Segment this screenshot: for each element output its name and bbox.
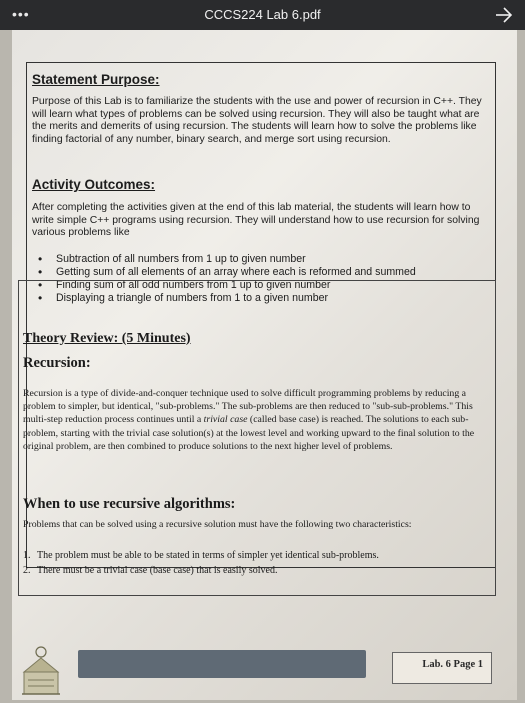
recursion-text-part2: (called base case) is reached. The solutions to each sub-problem, starting with the trivial case solution(s) at the lowest level and working upward to the final solution to the original problem, are then combined to produce solutions to the next higher level of problems. — [23, 414, 475, 452]
list-item: • Finding sum of all odd numbers from 1 up to given number — [34, 279, 490, 292]
list-number: 2. — [23, 565, 31, 576]
list-item: • Getting sum of all elements of an array where each is reformed and summed — [34, 266, 490, 279]
list-item — [23, 548, 493, 563]
statement-purpose-text: Purpose of this Lab is to familiarize the students with the use and power of recursion in C++. They will learn what types of problems can be solved using recursion. They will also be taught what are the merits and demerits of using recursion. The students will learn how to solve the problems like finding factorial of any number, binary search, and merge sort using recursion. — [32, 96, 482, 145]
more-dots-icon[interactable]: ••• — [12, 6, 30, 22]
characteristics-list — [23, 548, 493, 578]
pdf-page[interactable] — [12, 30, 517, 700]
recursion-text-italic: trivial case — [203, 414, 248, 426]
app-toolbar — [0, 0, 525, 30]
recursion-heading: Recursion: — [23, 355, 91, 371]
footer-bar — [78, 650, 366, 678]
list-text: There must be a trivial case (base case) that is easily solved. — [37, 565, 278, 576]
list-number: 1. — [23, 550, 31, 561]
university-crest-icon — [18, 642, 64, 698]
list-text: The problem must be able to be stated in terms of simpler yet identical sub-problems. — [37, 550, 379, 561]
when-to-use-text: Problems that can be solved using a recursive solution must have the following two characteristics: — [23, 519, 412, 530]
document-title: CCCS224 Lab 6.pdf — [204, 7, 321, 22]
statement-purpose-heading: Statement Purpose: — [32, 72, 160, 87]
page-number-label: Lab. 6 Page 1 — [392, 652, 492, 684]
activity-outcomes-text: After completing the activities given at the end of this lab material, the students will learn how to write simple C++ programs using recursion. They will understand how to use recursion for solving various problems like — [32, 202, 480, 239]
activity-outcomes-heading: Activity Outcomes: — [32, 177, 156, 192]
list-item — [23, 563, 493, 578]
share-arrow-icon[interactable] — [493, 4, 515, 26]
recursion-text-part1: Recursion is a type of divide-and-conquer technique used to solve difficult programming problems by reducing a problem to simpler, but identical, "sub-problems." The sub-problems are then reduced to "sub-sub-problems." This multi-step reduction process continues until a — [23, 388, 473, 426]
theory-review-heading: Theory Review: (5 Minutes) — [23, 331, 191, 346]
list-item: • Displaying a triangle of numbers from 1 to a given number — [34, 292, 490, 305]
list-item: • Subtraction of all numbers from 1 up to given number — [34, 253, 490, 266]
when-to-use-heading: When to use recursive algorithms: — [23, 496, 236, 512]
recursion-text — [23, 387, 493, 453]
